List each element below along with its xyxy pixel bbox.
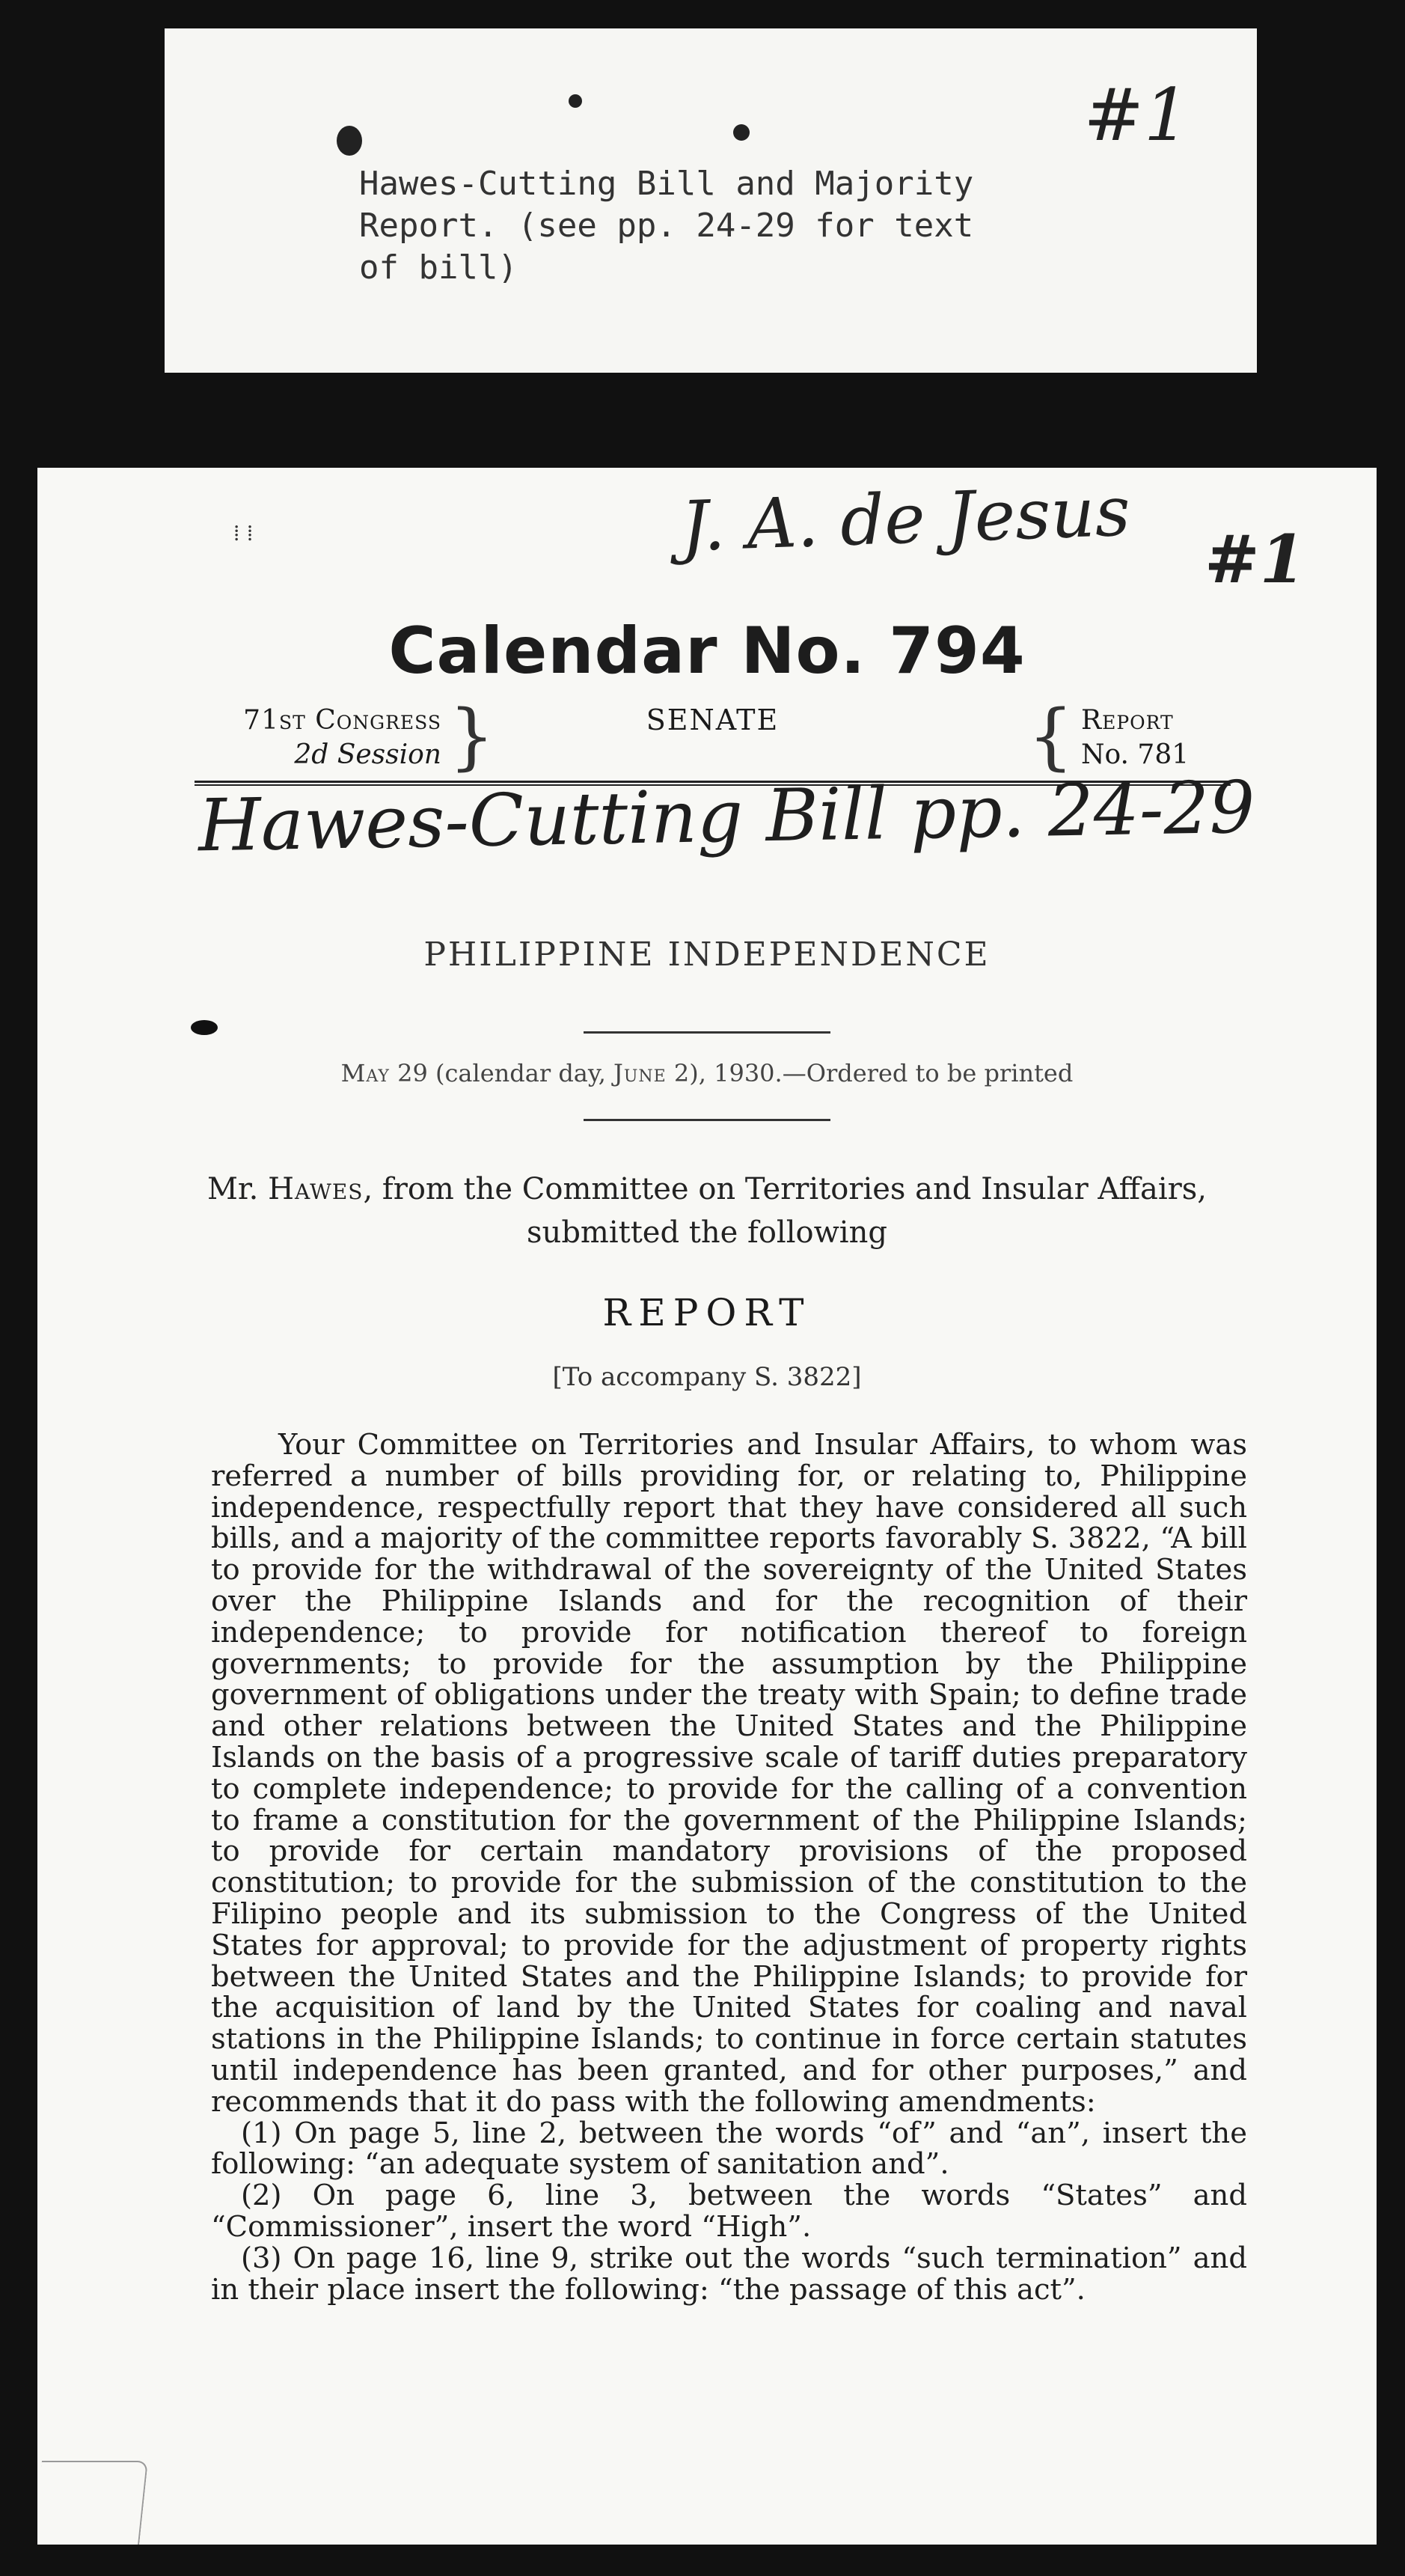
- ink-blot: [337, 126, 362, 156]
- divider-top: [584, 1031, 830, 1034]
- ink-speck: [569, 94, 582, 108]
- report-number-block: [1081, 703, 1231, 772]
- report-heading: REPORT: [602, 1291, 812, 1334]
- accompany-line: [To accompany S. 3822]: [552, 1362, 862, 1392]
- margin-mark: ⁞ ⁞: [233, 520, 254, 546]
- ink-speck: [191, 1020, 218, 1035]
- right-brace: {: [1027, 695, 1074, 778]
- page-number-annotation: #1: [1204, 520, 1305, 598]
- subject-title: PHILIPPINE INDEPENDENCE: [423, 936, 991, 974]
- page-corner-fold: [33, 2461, 148, 2545]
- chamber-label: SENATE: [646, 703, 780, 736]
- card-number: #1: [1083, 73, 1190, 157]
- calendar-title: Calendar No. 794: [388, 614, 1026, 689]
- handwritten-signature: J. A. de Jesus: [679, 471, 1132, 567]
- card-text: Hawes-Cutting Bill and Majority Report. (see pp. 24-29 for text of bill): [359, 165, 974, 287]
- session-label: 2d Session: [294, 739, 441, 770]
- congress-label: 71st Congress: [243, 705, 441, 736]
- ordered-line: May 29 (calendar day, June 2), 1930.—Ordered to be printed: [340, 1059, 1074, 1087]
- report-number: No. 781: [1081, 739, 1190, 770]
- ink-speck: [733, 124, 750, 141]
- left-brace: }: [449, 695, 495, 778]
- divider-bottom: [584, 1119, 830, 1121]
- report-body: [211, 1429, 1247, 2305]
- amendment-3: (3) On page 16, line 9, strike out the words “such termination” and in their place insert the following: “the passage of this act”.: [211, 2241, 1247, 2307]
- handwritten-note: Hawes-Cutting Bill pp. 24-29: [198, 765, 1256, 868]
- index-card: [165, 28, 1257, 373]
- submitted-by: Mr. Hawes, from the Committee on Territories and Insular Affairs, submitted the following: [206, 1172, 1207, 1250]
- report-label: Report: [1081, 705, 1174, 736]
- amendment-1: (1) On page 5, line 2, between the words “of” and “an”, insert the following: “an adequate system of sanitation and”.: [211, 2116, 1247, 2182]
- intro-paragraph: Your Committee on Territories and Insular Affairs, to whom was referred a number of bills providing for, or relating to, Philippine independence, respectfully report that they have considered all such bills, and a majority of the committee reports favorably S. 3822, “A bill to provide for the withdrawal of the sovereignty of the United States over the Philippine Islands and for the recognition of their independence; to provide for notification thereof to foreign governments; to provide for the assumption by the Philippine government of obligations under the treaty with Spain; to define trade and other relations between the United States and the Philippine Islands on the basis of a progressive scale of tariff duties preparatory to complete independence; to provide for the calling of a convention to frame a constitution for the government of the Philippine Islands; to provide for certain mandatory provisions of the proposed constitution; to provide for the submission of the constitution to the Filipino people and its submission to the Congress of the United States for approval; to provide for the adjustment of property rights between the United States and the Philippine Islands; to provide for the acquisition of land by the United States for coaling and naval stations in the Philippine Islands; to continue in force certain statutes until independence has been granted, and for other purposes,” and recommends that it do pass with the following amendments:: [211, 1428, 1247, 2119]
- amendment-2: (2) On page 6, line 3, between the words “States” and “Commissioner”, insert the word “High”.: [211, 2179, 1247, 2244]
- report-page: [37, 468, 1377, 2545]
